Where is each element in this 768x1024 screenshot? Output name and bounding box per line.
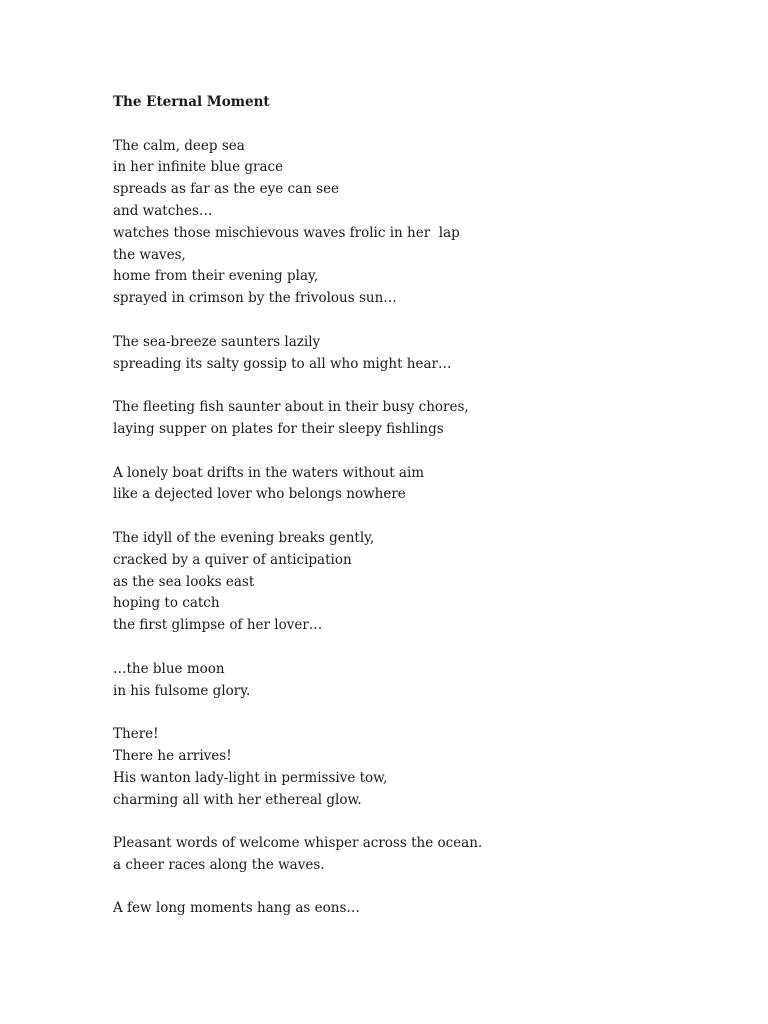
stanza-6: [113, 659, 713, 703]
poem-line: spreading its salty gossip to all who might hear…: [113, 355, 452, 372]
poem-line: The idyll of the evening breaks gently,: [113, 529, 375, 546]
poem-line: charming all with her ethereal glow.: [113, 791, 362, 808]
poem-line: There!: [113, 726, 159, 743]
stanza-4: [113, 463, 713, 507]
poem-line: spreads as far as the eye can see: [113, 181, 340, 198]
poem-line: A lonely boat drifts in the waters without aim: [113, 464, 425, 481]
poem-page: [113, 92, 713, 942]
poem-line: His wanton lady-light in permissive tow,: [113, 769, 388, 786]
poem-line: …the blue moon: [113, 660, 225, 677]
poem-line: a cheer races along the waves.: [113, 856, 325, 873]
poem-line: The sea-breeze saunters lazily: [113, 333, 321, 350]
poem-title: The Eternal Moment: [113, 94, 270, 110]
poem-line: There he arrives!: [113, 747, 232, 764]
poem-line: and watches…: [113, 202, 213, 219]
stanza-3: [113, 397, 713, 441]
poem-line: The calm, deep sea: [113, 137, 245, 154]
stanza-7: [113, 724, 713, 811]
stanza-8: [113, 833, 713, 877]
stanza-2: [113, 332, 713, 376]
poem-line: in her infinite blue grace: [113, 159, 284, 176]
poem-line: the first glimpse of her lover…: [113, 617, 323, 634]
stanza-1: [113, 136, 713, 310]
poem-line: like a dejected lover who belongs nowhere: [113, 486, 406, 503]
poem-line: cracked by a quiver of anticipation: [113, 551, 352, 568]
poem-line: hoping to catch: [113, 595, 220, 612]
poem-line: home from their evening play,: [113, 268, 319, 285]
stanza-5: [113, 528, 713, 637]
poem-line: Pleasant words of welcome whisper across the ocean.: [113, 835, 483, 852]
poem-line: laying supper on plates for their sleepy fishlings: [113, 420, 444, 437]
poem-line: as the sea looks east: [113, 573, 255, 590]
poem-line: watches those mischievous waves frolic in her lap: [113, 224, 460, 241]
poem-line: the waves,: [113, 246, 186, 263]
poem-line: in his fulsome glory.: [113, 682, 251, 699]
stanza-9: [113, 898, 713, 920]
poem-line: A few long moments hang as eons…: [113, 900, 360, 917]
poem-line: sprayed in crimson by the frivolous sun…: [113, 290, 397, 307]
poem-line: The fleeting fish saunter about in their busy chores,: [113, 399, 469, 416]
